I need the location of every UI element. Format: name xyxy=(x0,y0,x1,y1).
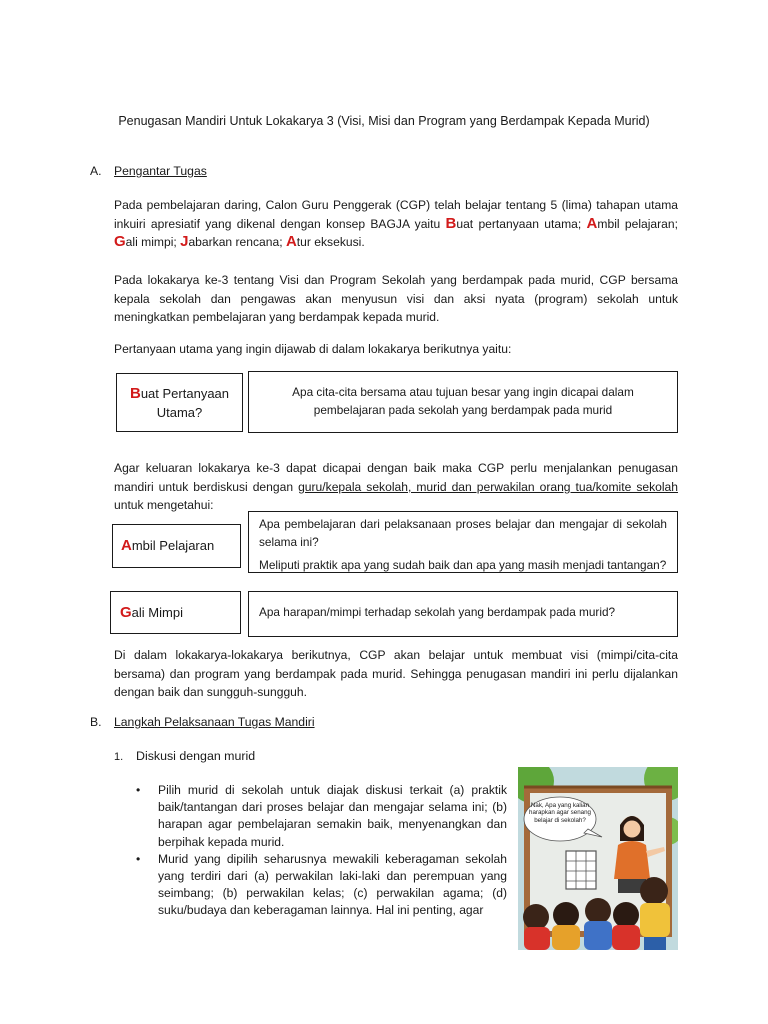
paragraph-lokakarya: Pada lokakarya ke-3 tentang Visi dan Program Sekolah yang berdampak pada murid, CGP bersama kepala sekolah dan pengawas akan menyusun visi dan aksi nyata (program) sekolah untuk meningkatkan pembelajaran yang berdampak kepada murid. xyxy=(114,273,678,325)
box2-question-2: Meliputi praktik apa yang sudah baik dan apa yang masih menjadi tantangan? xyxy=(259,558,667,572)
bullet-item-1: • Pilih murid di sekolah untuk diajak diskusi terkait (a) praktik baik/tantangan dari proses belajar dan mengajar selama ini; (b) harapan agar pembelajaran semakin baik, menyenangkan dan berpihak kepada murid. xyxy=(134,782,507,851)
section-a-heading: Pengantar Tugas xyxy=(114,164,207,178)
underlined-participants: guru/kepala sekolah, murid dan perwakilan orang tua/komite sekolah xyxy=(298,479,679,494)
buat-pertanyaan-box xyxy=(116,373,243,432)
p1-atur: tur eksekusi. xyxy=(296,235,365,250)
ambil-pelajaran-question-box xyxy=(248,511,678,573)
bullet-item-2: • Murid yang dipilih seharusnya mewakili keberagaman sekolah yang terdiri dari (a) perwakilan laki-laki dan perempuan yang seimbang; (b) perwakilan kelas; (c) perwakilan agama; (d) suku/budaya dan keberagaman lainnya. Hal ini penting, agar xyxy=(134,851,507,920)
box2-question-1: Apa pembelajaran dari pelaksanaan proses belajar dan mengajar di sekolah selama ini? xyxy=(259,517,667,549)
box3-question: Apa harapan/mimpi terhadap sekolah yang berdampak pada murid? xyxy=(259,605,616,619)
speech-bubble-text: Nak, Apa yang kalian harapkan agar senang belajar di sekolah? xyxy=(529,802,591,824)
bagja-letter-j: J xyxy=(180,233,189,251)
ambil-pelajaran-box xyxy=(112,524,241,568)
main-question-box xyxy=(248,371,678,433)
p1-text: Pada pembelajaran daring, Calon Guru Penggerak (CGP) telah belajar tentang 5 (lima) tahapan utama inkuiri apresiatif yang dikenal dengan konsep BAGJA yaitu xyxy=(114,198,678,231)
bagja-letter-a2: A xyxy=(285,233,297,251)
item1-title: Diskusi dengan murid xyxy=(136,749,256,763)
section-b-letter: B. xyxy=(90,715,102,729)
box2-letter: A xyxy=(121,537,132,554)
paragraph-lokakarya-berikutnya: Di dalam lokakarya-lokakarya berikutnya, CGP akan belajar untuk membuat visi (mimpi/cita-cita bersama) dan program yang berdampak pada murid. Sehingga penugasan mandiri ini perlu dijalankan dengan baik dan sungguh-sungguh. xyxy=(114,648,678,700)
p1-gali: ali mimpi; xyxy=(125,235,181,250)
paragraph-bagja xyxy=(114,196,678,252)
box1-letter: B xyxy=(129,385,141,402)
bullet-list xyxy=(134,782,507,920)
box3-label: ali Mimpi xyxy=(131,605,183,620)
p1-ambil: mbil pelajaran; xyxy=(597,216,678,231)
paragraph-keluaran: Agar keluaran lokakarya ke-3 dapat dicapai dengan baik maka CGP perlu menjalankan penugasan mandiri untuk berdiskusi dengan guru/kepala sekolah, murid dan perwakilan orang tua/komite sekolah untuk mengetahui: xyxy=(114,461,679,513)
classroom-illustration xyxy=(518,767,678,950)
gali-mimpi-question-box xyxy=(248,591,678,637)
p1-jabarkan: abarkan rencana; xyxy=(188,235,286,250)
box3-letter: G xyxy=(120,604,132,621)
item1-number: 1. xyxy=(114,751,124,763)
box1-question: Apa cita-cita bersama atau tujuan besar yang ingin dicapai dalam pembelajaran pada sekolah yang berdampak pada murid xyxy=(292,385,634,417)
bagja-letter-b: B xyxy=(445,214,457,232)
document-title: Penugasan Mandiri Untuk Lokakarya 3 (Visi, Misi dan Program yang Berdampak Kepada Murid) xyxy=(118,114,650,128)
paragraph-pertanyaan: Pertanyaan utama yang ingin dijawab di dalam lokakarya berikutnya yaitu: xyxy=(114,342,512,356)
bagja-letter-g: G xyxy=(114,233,126,251)
section-a-letter: A. xyxy=(90,164,102,178)
bagja-letter-a: A xyxy=(586,214,598,232)
section-b-heading: Langkah Pelaksanaan Tugas Mandiri xyxy=(114,715,315,729)
p1-buat: uat pertanyaan utama; xyxy=(456,216,587,231)
gali-mimpi-box xyxy=(110,591,241,634)
box1-label: uat Pertanyaan Utama? xyxy=(140,386,230,420)
box2-label: mbil Pelajaran xyxy=(131,538,215,553)
